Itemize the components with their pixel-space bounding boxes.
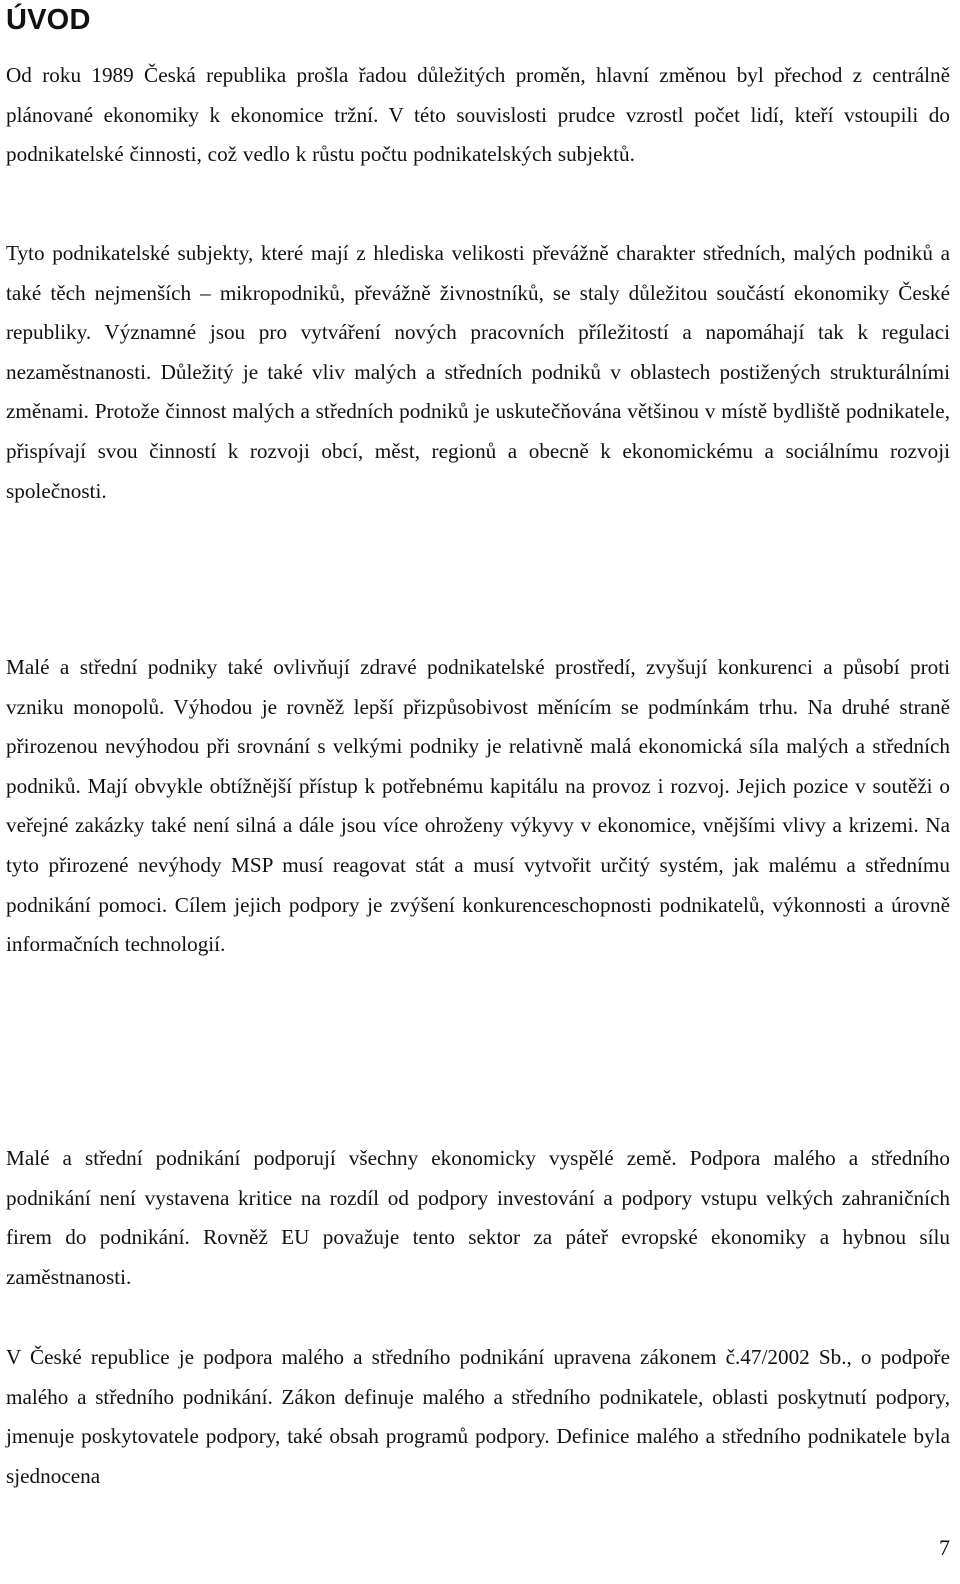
paragraph-4: Malé a střední podnikání podporují všechny ekonomicky vyspělé země. Podpora malého a středního podnikání není vystavena kritice na rozdíl od podpory investování a podpory vstupu velkých zahraničních firem do podnikání. Rovněž EU považuje tento sektor za páteř evropské ekonomiky a hybnou sílu zaměstnanosti.	[6, 1146, 950, 1289]
paragraph-5: V České republice je podpora malého a středního podnikání upravena zákonem č.47/2002 Sb., o podpoře malého a středního podnikání. Zákon definuje malého a středního podnikatele, oblasti poskytnutí podpory, jmenuje poskytovatele podpory, také obsah programů podpory. Definice malého a středního podnikatele byla sjednocena	[6, 1345, 950, 1488]
section-heading: ÚVOD	[6, 4, 91, 36]
paragraph-1: Od roku 1989 Česká republika prošla řadou důležitých proměn, hlavní změnou byl přechod z centrálně plánované ekonomiky k ekonomice tržní. V této souvislosti prudce vzrostl počet lidí, kteří vstoupili do podnikatelské činnosti, což vedlo k růstu počtu podnikatelských subjektů.	[6, 63, 950, 167]
paragraph-3: Malé a střední podniky také ovlivňují zdravé podnikatelské prostředí, zvyšují konkurenci a působí proti vzniku monopolů. Výhodou je rovněž lepší přizpůsobivost měnícím se podmínkám trhu. Na druhé straně přirozenou nevýhodou při srovnání s velkými podniky je relativně malá ekonomická síla malých a středních podniků. Mají obvykle obtížnější přístup k potřebnému kapitálu na provoz i rozvoj. Jejich pozice v soutěži o veřejné zakázky také není silná a dále jsou více ohroženy výkyvy v ekonomice, vnějšími vlivy a krizemi. Na tyto přirozené nevýhody MSP musí reagovat stát a musí vytvořit určitý systém, jak malému a střednímu podnikání pomoci. Cílem jejich podpory je zvýšení konkurenceschopnosti podnikatelů, výkonnosti a úrovně informačních technologií.	[6, 655, 950, 957]
paragraph-2: Tyto podnikatelské subjekty, které mají z hlediska velikosti převážně charakter středních, malých podniků a také těch nejmenších – mikropodniků, převážně živnostníků, se staly důležitou součástí ekonomiky České republiky. Významné jsou pro vytváření nových pracovních příležitostí a napomáhají tak k regulaci nezaměstnanosti. Důležitý je také vliv malých a středních podniků v oblastech postižených strukturálními změnami. Protože činnost malých a středních podniků je uskutečňována většinou v místě bydliště podnikatele, přispívají svou činností k rozvoji obcí, měst, regionů a obecně k ekonomickému a sociálnímu rozvoji společnosti.	[6, 241, 950, 503]
page-number: 7	[939, 1535, 950, 1560]
